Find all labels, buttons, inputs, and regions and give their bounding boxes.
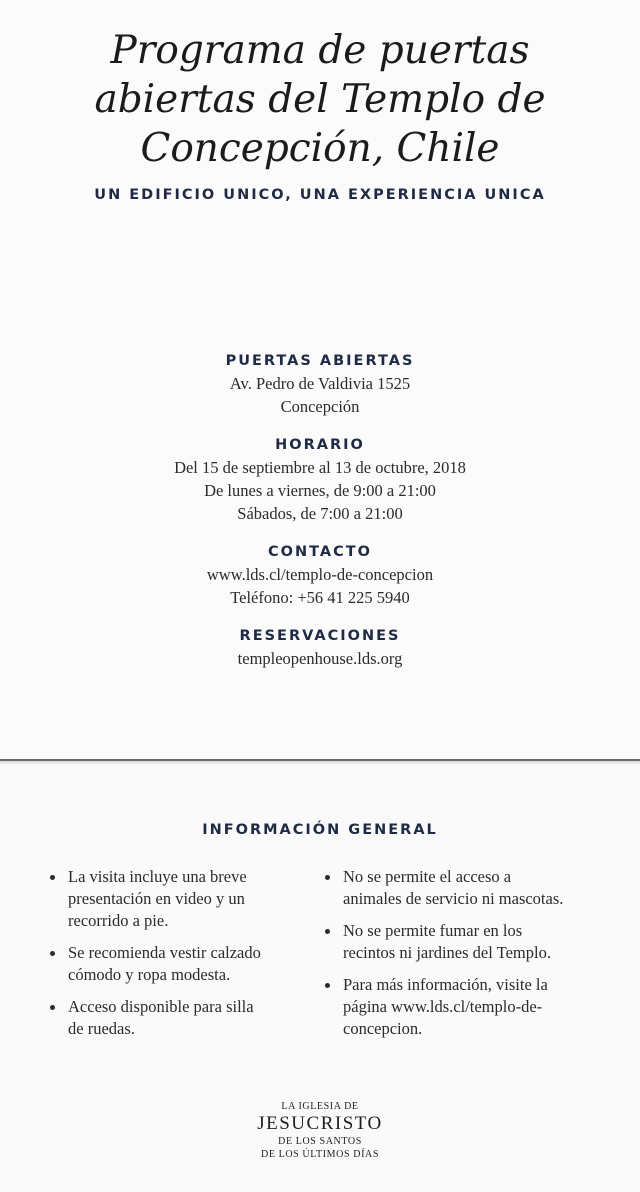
list-item — [50, 996, 290, 1040]
reservations-website: templeopenhouse.lds.org — [237, 649, 403, 668]
logo-line-3: DE LOS SANTOS — [278, 1136, 362, 1147]
list-item-line: Se recomienda vestir calzado — [68, 943, 261, 962]
general-info-heading: INFORMACIÓN GENERAL — [202, 822, 438, 838]
list-item-line: recintos ni jardines del Templo. — [343, 943, 551, 962]
logo-line-2: JESUCRISTO — [257, 1113, 383, 1134]
contact-phone: Teléfono: +56 41 225 5940 — [230, 588, 410, 607]
logo-line-1: LA IGLESIA DE — [281, 1101, 359, 1112]
contact-section — [80, 541, 560, 609]
list-item-line: concepcion. — [343, 1019, 423, 1038]
page-title — [40, 26, 600, 173]
list-item — [325, 866, 580, 910]
church-logo — [220, 1100, 420, 1161]
list-item-line: página www.lds.cl/templo-de- — [343, 997, 543, 1016]
list-item-line: La visita incluye una breve — [68, 867, 247, 886]
reservations-section — [80, 625, 560, 670]
subtitle: UN EDIFICIO UNICO, UNA EXPERIENCIA UNICA — [94, 187, 546, 203]
schedule-section — [80, 434, 560, 525]
list-item-line: cómodo y ropa modesta. — [68, 965, 231, 984]
list-item-line: animales de servicio ni mascotas. — [343, 889, 564, 908]
list-item-line: Acceso disponible para silla — [68, 997, 254, 1016]
general-info-left-list — [50, 866, 290, 1050]
list-item — [50, 866, 290, 932]
schedule-saturdays: Sábados, de 7:00 a 21:00 — [237, 504, 403, 523]
title-line: Programa de puertas — [110, 28, 530, 73]
bullet-icon — [50, 875, 55, 880]
open-house-section — [80, 350, 560, 418]
bullet-icon — [325, 875, 330, 880]
bullet-icon — [325, 929, 330, 934]
contact-website: www.lds.cl/templo-de-concepcion — [206, 565, 434, 584]
bullet-icon — [50, 1005, 55, 1010]
list-item — [325, 974, 580, 1040]
title-line: Concepción, Chile — [140, 126, 500, 171]
address-line: Av. Pedro de Valdivia 1525 — [229, 374, 411, 393]
reservations-heading: RESERVACIONES — [239, 628, 401, 644]
bullet-icon — [325, 983, 330, 988]
list-item-line: No se permite fumar en los — [343, 921, 523, 940]
list-item-line: de ruedas. — [68, 1019, 135, 1038]
city-line: Concepción — [280, 397, 360, 416]
list-item-line: recorrido a pie. — [68, 911, 169, 930]
list-item-line: presentación en video y un — [68, 889, 245, 908]
list-item-line: Para más información, visite la — [343, 975, 548, 994]
schedule-weekdays: De lunes a viernes, de 9:00 a 21:00 — [204, 481, 436, 500]
list-item — [50, 942, 290, 986]
list-item — [325, 920, 580, 964]
open-house-heading: PUERTAS ABIERTAS — [225, 353, 415, 369]
logo-line-4: DE LOS ÚLTIMOS DÍAS — [261, 1149, 379, 1160]
schedule-dates: Del 15 de septiembre al 13 de octubre, 2018 — [174, 458, 466, 477]
schedule-heading: HORARIO — [275, 437, 365, 453]
general-info-right-list — [325, 866, 580, 1050]
contact-heading: CONTACTO — [268, 544, 372, 560]
list-item-line: No se permite el acceso a — [343, 867, 512, 886]
title-line: abiertas del Templo de — [94, 77, 546, 122]
bullet-icon — [50, 951, 55, 956]
